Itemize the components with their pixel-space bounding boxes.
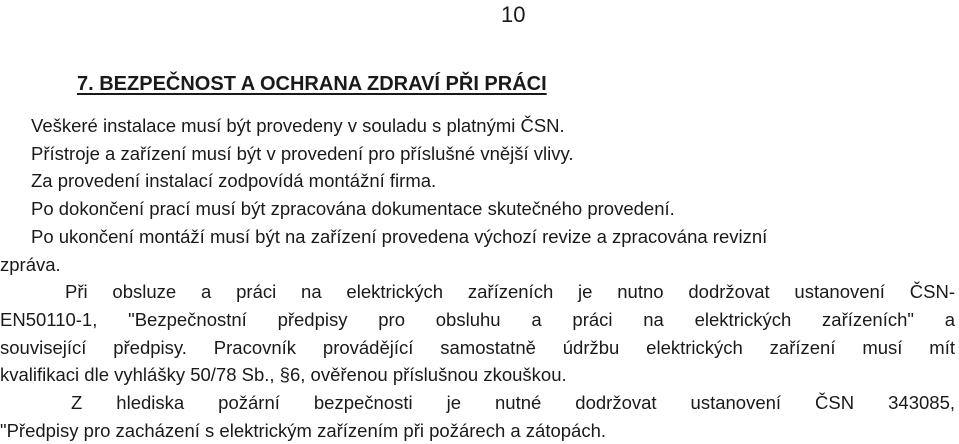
text-line: Z hlediska požární bezpečnosti je nutné dodržovat ustanovení ČSN 343085, (71, 392, 955, 414)
text-line: Veškeré instalace musí být provedeny v souladu s platnými ČSN. (31, 115, 565, 136)
text-line: "Předpisy pro zacházení s elektrickým zařízením při požárech a zátopách. (0, 419, 607, 441)
section-body (0, 112, 959, 444)
text-line: Při obsluze a práci na elektrických zařízeních je nutno dodržovat ustanovení ČSN- (65, 281, 955, 303)
text-line: Za provedení instalací zodpovídá montážní firma. (31, 170, 437, 192)
text-line: EN50110-1, "Bezpečnostní předpisy pro obsluhu a práci na elektrických zařízeních" a (0, 308, 955, 330)
text-line: Po ukončení montáží musí být na zařízení provedena výchozí revize a zpracována revizní (31, 225, 768, 247)
text-line: Po dokončení prací musí být zpracována dokumentace skutečného provedení. (31, 198, 675, 220)
text-line: zpráva. (0, 253, 61, 275)
text-line: kvalifikaci dle vyhlášky 50/78 Sb., §6, ověřenou příslušnou zkouškou. (0, 364, 567, 386)
section-heading: 7. BEZPEČNOST A OCHRANA ZDRAVÍ PŘI PRÁCI (77, 73, 547, 95)
text-line: Přístroje a zařízení musí být v provedení pro příslušné vnější vlivy. (31, 142, 574, 164)
text-line: související předpisy. Pracovník provádějící samostatně údržbu elektrických zařízení musí mít (0, 336, 955, 358)
page-number: 10 (501, 2, 526, 27)
